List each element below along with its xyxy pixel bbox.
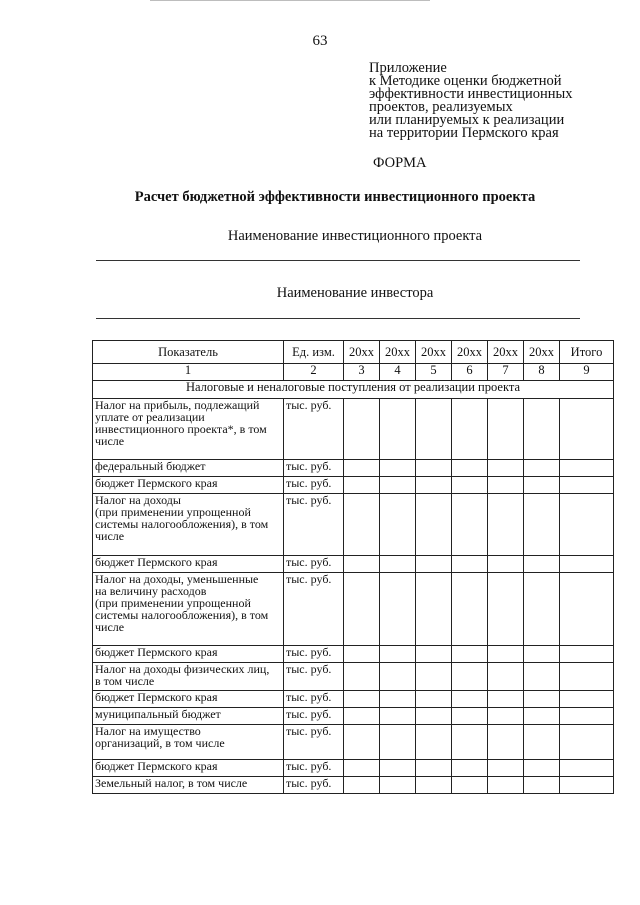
value-cell — [380, 760, 416, 777]
value-cell — [560, 556, 614, 573]
value-cell — [416, 460, 452, 477]
indicator-line: (при применении упрощенной — [95, 505, 251, 519]
value-cell — [380, 663, 416, 691]
table-row — [93, 691, 614, 708]
header-cell: 20хх — [452, 341, 488, 364]
value-cell — [524, 691, 560, 708]
unit-cell: тыс. руб. — [284, 646, 344, 663]
header-cell: 20хх — [344, 341, 380, 364]
value-cell — [488, 725, 524, 760]
table-row — [93, 646, 614, 663]
indicator-cell — [93, 477, 284, 494]
column-number: 9 — [560, 364, 614, 381]
value-cell — [524, 477, 560, 494]
value-cell — [416, 556, 452, 573]
value-cell — [560, 663, 614, 691]
header-cell: Показатель — [93, 341, 284, 364]
value-cell — [344, 646, 380, 663]
value-cell — [416, 477, 452, 494]
indicator-line: числе — [95, 620, 125, 634]
value-cell — [488, 663, 524, 691]
value-cell — [488, 460, 524, 477]
indicator-line: Налог на доходы, уменьшенные — [95, 572, 259, 586]
value-cell — [380, 460, 416, 477]
indicator-line: числе — [95, 529, 125, 543]
value-cell — [452, 460, 488, 477]
column-number: 5 — [416, 364, 452, 381]
project-name-fill-line — [96, 260, 580, 261]
unit-cell: тыс. руб. — [284, 708, 344, 725]
value-cell — [344, 663, 380, 691]
unit-cell: тыс. руб. — [284, 663, 344, 691]
value-cell — [344, 494, 380, 556]
unit-cell: тыс. руб. — [284, 760, 344, 777]
header-cell: 20хх — [524, 341, 560, 364]
value-cell — [380, 573, 416, 646]
indicator-line: в том числе — [95, 674, 155, 688]
unit-cell: тыс. руб. — [284, 556, 344, 573]
value-cell — [560, 399, 614, 460]
annex-block — [369, 62, 629, 140]
value-cell — [416, 399, 452, 460]
column-number: 3 — [344, 364, 380, 381]
annex-line: эффективности инвестиционных — [369, 86, 573, 102]
indicator-line: Налог на прибыль, подлежащий — [95, 398, 260, 412]
value-cell — [488, 494, 524, 556]
unit-cell: тыс. руб. — [284, 691, 344, 708]
unit-cell: тыс. руб. — [284, 477, 344, 494]
indicator-cell — [93, 691, 284, 708]
unit-cell: тыс. руб. — [284, 777, 344, 794]
indicator-line: (при применении упрощенной — [95, 596, 251, 610]
value-cell — [380, 691, 416, 708]
value-cell — [560, 646, 614, 663]
unit-cell: тыс. руб. — [284, 399, 344, 460]
section-title: Налоговые и неналоговые поступления от реализации проекта — [93, 381, 614, 399]
value-cell — [380, 725, 416, 760]
indicator-line: Налог на доходы — [95, 493, 181, 507]
table-row — [93, 760, 614, 777]
value-cell — [488, 556, 524, 573]
value-cell — [560, 725, 614, 760]
value-cell — [488, 399, 524, 460]
budget-efficiency-table — [92, 340, 614, 794]
table-row — [93, 460, 614, 477]
value-cell — [488, 760, 524, 777]
value-cell — [560, 573, 614, 646]
value-cell — [524, 573, 560, 646]
annex-line: на территории Пермского края — [369, 125, 559, 141]
table-row — [93, 556, 614, 573]
value-cell — [560, 460, 614, 477]
table-row — [93, 494, 614, 556]
value-cell — [452, 663, 488, 691]
unit-cell: тыс. руб. — [284, 494, 344, 556]
investor-name-label: Наименование инвестора — [276, 285, 434, 301]
value-cell — [560, 708, 614, 725]
header-cell: Ед. изм. — [284, 341, 344, 364]
indicator-line: бюджет Пермского края — [95, 476, 218, 490]
value-cell — [344, 760, 380, 777]
value-cell — [380, 777, 416, 794]
header-cell: 20хх — [416, 341, 452, 364]
project-name-label: Наименование инвестиционного проекта — [227, 228, 483, 244]
indicator-line: инвестиционного проекта*, в том — [95, 422, 267, 436]
indicator-line: бюджет Пермского края — [95, 759, 218, 773]
value-cell — [344, 725, 380, 760]
value-cell — [524, 725, 560, 760]
annex-line: или планируемых к реализации — [369, 112, 565, 128]
value-cell — [524, 494, 560, 556]
indicator-line: Земельный налог, в том числе — [95, 776, 248, 790]
value-cell — [452, 477, 488, 494]
value-cell — [416, 760, 452, 777]
table-row — [93, 477, 614, 494]
indicator-line: на величину расходов — [95, 584, 207, 598]
value-cell — [344, 777, 380, 794]
indicator-line: числе — [95, 434, 125, 448]
scan-artifact-top — [150, 0, 430, 1]
header-cell: 20хх — [488, 341, 524, 364]
column-number-row — [93, 364, 614, 381]
section-header-row — [93, 381, 614, 399]
indicator-cell — [93, 460, 284, 477]
indicator-line: системы налогообложения), в том — [95, 517, 269, 531]
investor-name-fill-line — [96, 318, 580, 319]
value-cell — [488, 691, 524, 708]
value-cell — [488, 646, 524, 663]
value-cell — [524, 760, 560, 777]
value-cell — [416, 573, 452, 646]
indicator-cell — [93, 725, 284, 760]
header-cell: 20хх — [380, 341, 416, 364]
table-row — [93, 399, 614, 460]
value-cell — [344, 691, 380, 708]
annex-line: к Методике оценки бюджетной — [369, 73, 562, 89]
value-cell — [560, 777, 614, 794]
value-cell — [344, 573, 380, 646]
value-cell — [416, 494, 452, 556]
value-cell — [344, 708, 380, 725]
table-row — [93, 708, 614, 725]
indicator-line: системы налогообложения), в том — [95, 608, 269, 622]
value-cell — [524, 460, 560, 477]
unit-cell: тыс. руб. — [284, 460, 344, 477]
value-cell — [452, 494, 488, 556]
indicator-cell — [93, 573, 284, 646]
value-cell — [524, 646, 560, 663]
indicator-cell — [93, 646, 284, 663]
value-cell — [560, 760, 614, 777]
indicator-cell — [93, 494, 284, 556]
value-cell — [416, 725, 452, 760]
header-cell: Итого — [560, 341, 614, 364]
value-cell — [524, 556, 560, 573]
indicator-cell — [93, 708, 284, 725]
page-number: 63 — [312, 33, 328, 49]
value-cell — [380, 399, 416, 460]
column-number: 6 — [452, 364, 488, 381]
value-cell — [488, 573, 524, 646]
indicator-cell — [93, 556, 284, 573]
value-cell — [344, 460, 380, 477]
value-cell — [452, 777, 488, 794]
indicator-line: бюджет Пермского края — [95, 690, 218, 704]
indicator-line: Налог на доходы физических лиц, — [95, 662, 270, 676]
indicator-line: федеральный бюджет — [95, 459, 206, 473]
value-cell — [452, 399, 488, 460]
value-cell — [488, 477, 524, 494]
table-row — [93, 663, 614, 691]
value-cell — [452, 691, 488, 708]
value-cell — [416, 708, 452, 725]
unit-cell: тыс. руб. — [284, 725, 344, 760]
value-cell — [452, 708, 488, 725]
value-cell — [416, 646, 452, 663]
indicator-line: организаций, в том числе — [95, 736, 225, 750]
form-label: ФОРМА — [373, 155, 427, 171]
table-header-row — [93, 341, 614, 364]
column-number: 1 — [93, 364, 284, 381]
table-row — [93, 725, 614, 760]
indicator-line: бюджет Пермского края — [95, 555, 218, 569]
value-cell — [416, 663, 452, 691]
indicator-line: Налог на имущество — [95, 724, 201, 738]
value-cell — [344, 399, 380, 460]
value-cell — [524, 399, 560, 460]
indicator-line: бюджет Пермского края — [95, 645, 218, 659]
indicator-line: муниципальный бюджет — [95, 707, 221, 721]
column-number: 8 — [524, 364, 560, 381]
annex-line: Приложение — [369, 60, 447, 76]
value-cell — [560, 691, 614, 708]
value-cell — [452, 556, 488, 573]
value-cell — [524, 708, 560, 725]
column-number: 7 — [488, 364, 524, 381]
table-row — [93, 573, 614, 646]
annex-line: проектов, реализуемых — [369, 99, 513, 115]
value-cell — [380, 494, 416, 556]
indicator-cell — [93, 399, 284, 460]
value-cell — [488, 708, 524, 725]
value-cell — [452, 573, 488, 646]
value-cell — [524, 777, 560, 794]
value-cell — [452, 725, 488, 760]
value-cell — [452, 760, 488, 777]
column-number: 4 — [380, 364, 416, 381]
value-cell — [380, 556, 416, 573]
table-row — [93, 777, 614, 794]
unit-cell: тыс. руб. — [284, 573, 344, 646]
indicator-cell — [93, 663, 284, 691]
value-cell — [416, 691, 452, 708]
value-cell — [344, 556, 380, 573]
value-cell — [560, 477, 614, 494]
column-number: 2 — [284, 364, 344, 381]
value-cell — [416, 777, 452, 794]
indicator-cell — [93, 760, 284, 777]
indicator-line: уплате от реализации — [95, 410, 205, 424]
document-title: Расчет бюджетной эффективности инвестиционного проекта — [134, 189, 536, 205]
value-cell — [380, 477, 416, 494]
value-cell — [380, 646, 416, 663]
value-cell — [524, 663, 560, 691]
value-cell — [560, 494, 614, 556]
value-cell — [380, 708, 416, 725]
value-cell — [488, 777, 524, 794]
value-cell — [452, 646, 488, 663]
indicator-cell — [93, 777, 284, 794]
value-cell — [344, 477, 380, 494]
